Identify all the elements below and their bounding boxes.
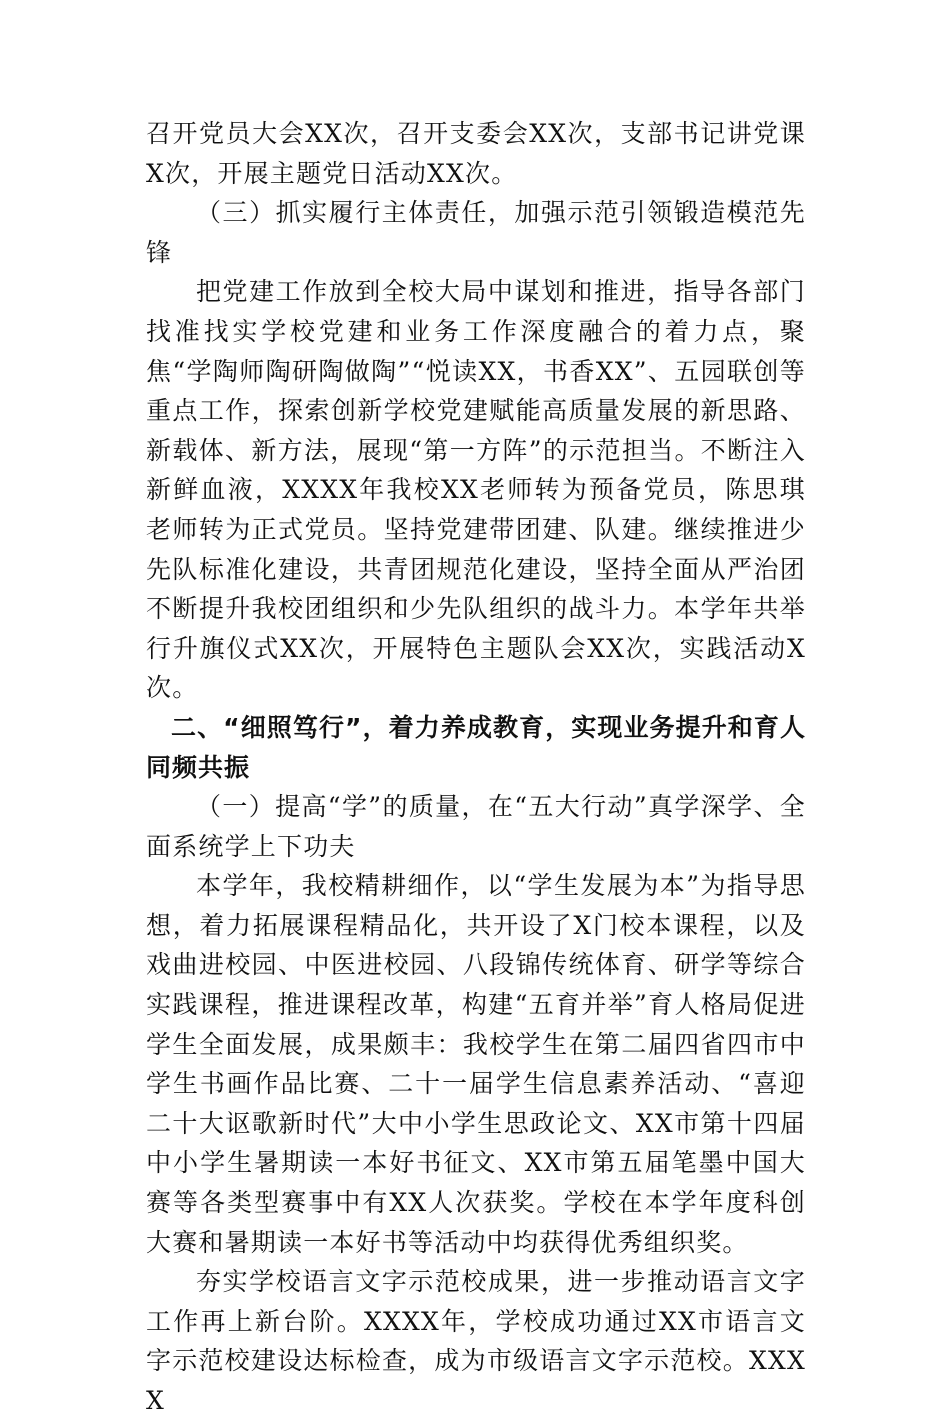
section-heading-2: 二、“细照笃行”，着力养成教育，实现业务提升和育人同频共振 bbox=[146, 712, 806, 782]
section-subheading-1: （一）提高“学”的质量，在“五大行动”真学深学、全面系统学上下功夫 bbox=[146, 792, 806, 861]
body-paragraph: 本学年，我校精耕细作，以“学生发展为本”为指导思想，着力拓展课程精品化，共开设了X门校本课程，以及戏曲进校园、中医进校园、八段锦传统体育、研学等综合实践课程，推进课程改革，构建“五育并举”育人格局促进学生全面发展，成果颇丰：我校学生在第二届四省四市中学生书画作品比赛、二十一届学生信息素养活动、“喜迎二十大讴歌新时代”大中小学生思政论文、XX市第十四届中小学生暑期读一本好书征文、XX市第五届笔墨中国大赛等各类型赛事中有XX人次获奖。学校在本学年度科创大赛和暑期读一本好书等活动中均获得优秀组织奖。 bbox=[146, 871, 806, 1257]
document-body bbox=[146, 114, 806, 1421]
body-paragraph-continued: 召开党员大会XX次，召开支委会XX次，支部书记讲党课X次，开展主题党日活动XX次。 bbox=[146, 119, 806, 188]
body-paragraph: 夯实学校语言文字示范校成果，进一步推动语言文字工作再上新台阶。XXXX年，学校成功通过XX市语言文字示范校建设达标检查，成为市级语言文字示范校。XXXX bbox=[146, 1267, 806, 1415]
body-paragraph: 把党建工作放到全校大局中谋划和推进，指导各部门找准找实学校党建和业务工作深度融合的着力点，聚焦“学陶师陶研陶做陶”“悦读XX，书香XX”、五园联创等重点工作，探索创新学校党建赋能高质量发展的新思路、新载体、新方法，展现“第一方阵”的示范担当。不断注入新鲜血液，XXXX年我校XX老师转为预备党员，陈思琪老师转为正式党员。坚持党建带团建、队建。继续推进少先队标准化建设，共青团规范化建设，坚持全面从严治团不断提升我校团组织和少先队组织的战斗力。本学年共举行升旗仪式XX次，开展特色主题队会XX次，实践活动X次。 bbox=[146, 277, 806, 703]
section-subheading-3: （三）抓实履行主体责任，加强示范引领锻造模范先锋 bbox=[146, 198, 806, 267]
